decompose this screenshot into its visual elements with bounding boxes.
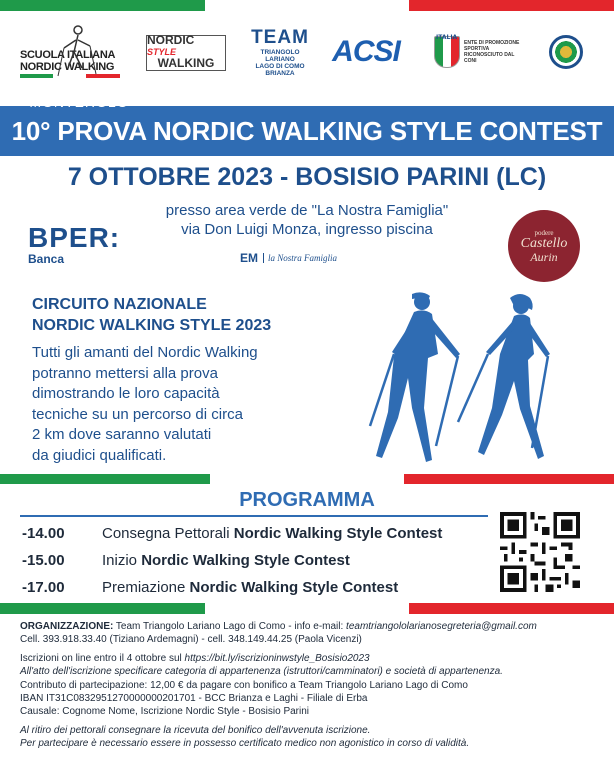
castello-sub: Aurin [530,250,558,264]
em-text: EM [240,251,258,265]
description [32,343,332,466]
coni-text: ENTE DI PROMOZIONE SPORTIVA RICONOSCIUTO DAL CONI [464,40,520,64]
certificato-text: Per partecipare è necessario essere in possesso certificato medico non agonistico in corso di validità. [20,738,470,750]
team-sub1: TRIANGOLO LARIANO [260,49,300,63]
contributo-text: Contributo di partecipazione: 12,00 € da pagare con bonifico a Team Triangolo Lariano Lago di Como [20,679,468,691]
event-date: 7 OTTOBRE 2023 - BOSISIO PARINI (LC) [67,163,547,191]
schedule-row [22,547,492,574]
team-sub2: LAGO DI COMO [255,63,305,70]
circuit-line2: NORDIC WALKING STYLE 2023 [32,317,272,334]
bper-logo [28,222,120,266]
causale-text: Causale: Cognome Nome, Iscrizione Nordic Style - Bosisio Parini [20,706,310,718]
castello-name: Castello [520,236,568,251]
desc-line: Tutti gli amanti del Nordic Walking [32,344,258,361]
scuola-line1: SCUOLA ITALIANA [20,48,116,61]
middle-flag-band [0,474,614,484]
org-text: Team Triangolo Lariano Lago di Como - info e-mail: [113,621,347,632]
desc-line: dimostrando le loro capacità [32,385,220,402]
phones: Cell. 393.918.33.40 (Tiziano Ardemagni) - cell. 348.149.44.25 (Paola Vicenzi) [20,634,362,646]
schedule-event: Nordic Walking Style Contest [141,552,350,569]
qr-code-icon[interactable] [500,512,580,592]
iban-text: IBAN IT31C0832951270000000201701 - BCC Brianza e Laghi - Filiale di Erba [20,693,368,705]
nordic-word: NORDIC [147,32,195,47]
desc-line: da giudici qualificati. [32,446,167,464]
schedule-activity: Inizio [102,552,142,569]
schedule-row [22,520,492,547]
coni-logo [434,22,524,82]
schedule-time: -14.00 [22,525,65,542]
atto-text: All'atto dell'iscrizione specificare categoria di appartenenza (istruttori/camminatori) e società di appartenenza. [20,666,503,678]
famiglia-text: la Nostra Famiglia [263,253,337,263]
acsi-logo [326,22,406,82]
ritiro-text: Al ritiro dei pettorali consegnare la ricevuta del bonifico dell'avvenuta iscrizione. [20,724,371,736]
schedule-list [22,520,492,601]
style-word: STYLE [147,46,177,57]
desc-line: 2 km dove saranno valutati [32,426,212,443]
desc-line: tecniche su un percorso di circa [32,405,243,423]
nordic-style-logo [146,32,226,71]
team-sub3: BRIANZA [265,70,295,77]
iscrizioni-link[interactable]: https://bit.ly/iscrizioninwstyle_Bosisio2023 [184,652,370,664]
walking-word: WALKING [157,55,215,70]
team-triangolo-logo [246,22,314,82]
bper-sub: Banca [28,252,65,266]
nostra-famiglia-logo [240,251,337,265]
walker-figure-icon [50,22,100,82]
circuit-line1: CIRCUITO NAZIONALE [32,296,207,313]
schedule-event: Nordic Walking Style Contest [189,579,399,596]
round-emblem-logo [544,22,588,82]
bper-text: BPER: [28,222,121,253]
schedule-activity: Consegna Pettorali [102,525,234,542]
acsi-text: ACSI [332,35,400,68]
team-title: TEAM [251,27,309,48]
castello-prefix: podere [534,229,554,237]
schedule-activity: Premiazione [102,579,190,596]
org-label: ORGANIZZAZIONE: [20,621,114,632]
coni-italia: ITALIA [436,34,458,41]
venue-line2: via Don Luigi Monza, ingresso piscina [181,221,433,238]
scuola-italiana-logo [20,22,128,82]
nordic-walkers-illustration [340,286,580,476]
top-flag-band [0,0,614,11]
schedule-time: -17.00 [22,579,65,596]
org-email[interactable]: teamtriangololarianosegreteria@gmail.com [346,621,537,632]
schedule-row [22,574,492,601]
title-banner [0,106,614,156]
schedule-event: Nordic Walking Style Contest [233,525,443,542]
bottom-flag-band [0,603,614,614]
scuola-line2: NORDIC WALKING [20,60,115,73]
iscrizioni-text: Iscrizioni on line entro il 4 ottobre sul [20,652,185,664]
monterolo-watermark: MONTEROLO [30,94,130,110]
programma-divider [20,515,488,517]
round-emblem-icon [549,35,583,69]
event-title: 10° PROVA NORDIC WALKING STYLE CONTEST [11,115,603,146]
schedule-time: -15.00 [22,552,65,569]
circuit-heading [32,294,271,336]
logos-row [0,22,614,82]
desc-line: potranno mettersi alla prova [32,364,218,382]
venue-line1: presso area verde de "La Nostra Famiglia" [165,202,449,219]
castello-aurin-logo [508,210,580,282]
programma-title: PROGRAMMA [239,489,375,511]
info-block [20,620,610,751]
